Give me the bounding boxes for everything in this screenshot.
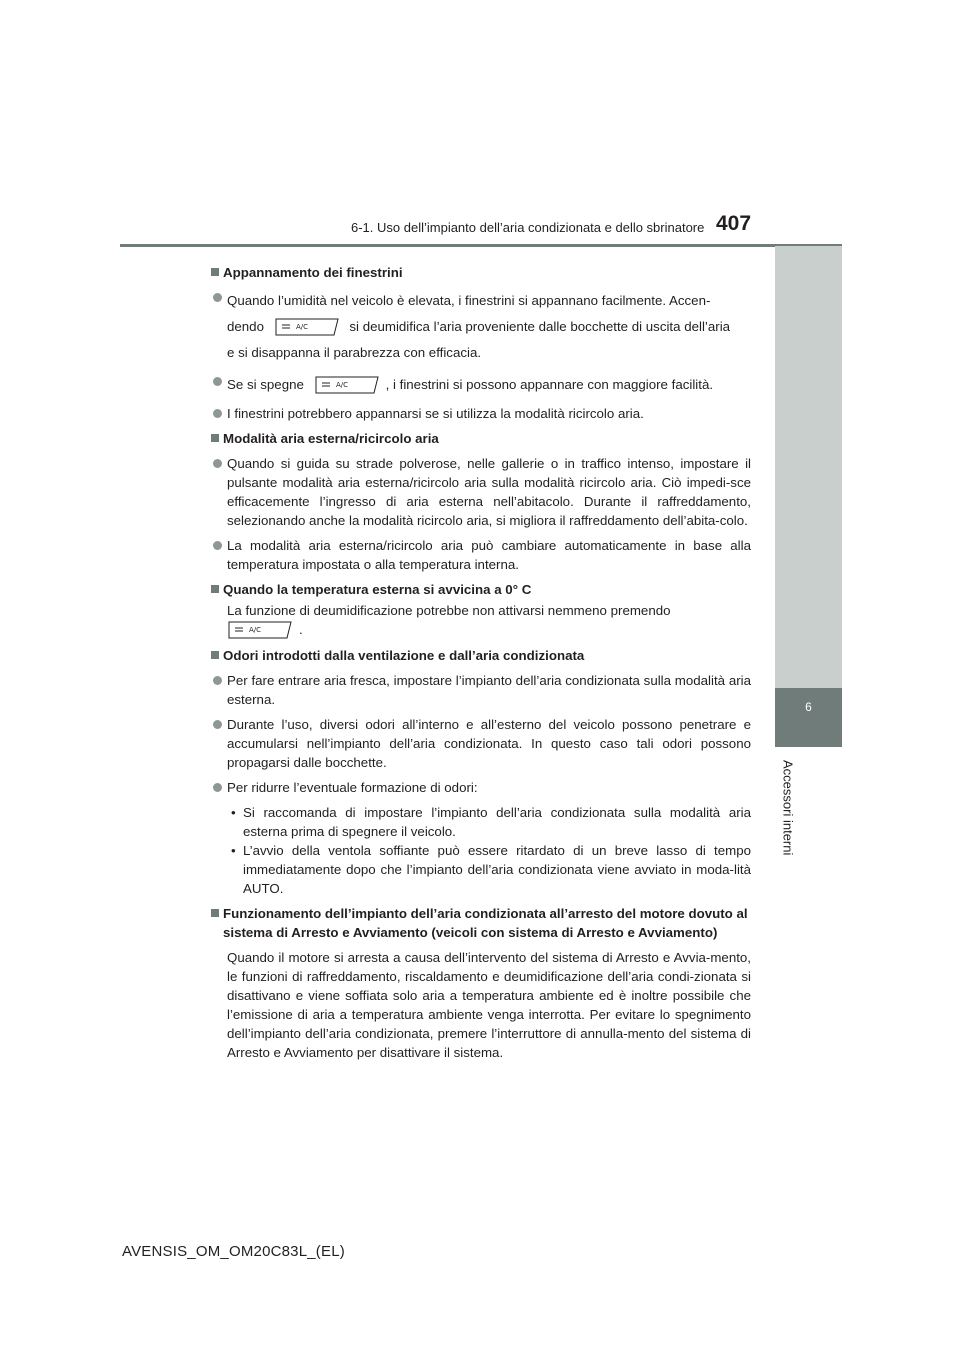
chapter-tab [775,688,842,747]
ac-button-icon [274,317,340,337]
chapter-label [768,760,808,880]
bullet-text: , i finestrini si possono appannare con maggiore facilità. [385,377,714,392]
bullet-item [211,404,751,423]
paragraph-text: La funzione di deumidificazione potrebbe non attivarsi nemmeno premendo [227,603,671,618]
section-heading: Odori introdotti dalla ventilazione e dall’aria condizionata [211,646,751,665]
header-title: 6-1. Uso dell’impianto dell’aria condizionata e dello sbrinatore [351,220,705,235]
bullet-dot [213,541,222,550]
ac-button-icon [227,620,293,640]
bullet-dot [213,783,222,792]
sub-marker: • [231,843,236,859]
bullet-text: Quando si guida su strade polverose, nelle gallerie o in traffico intenso, impostare il pulsante modalità aria esterna/ricircolo aria sulla modalità ricircolo aria. Ciò impedi-sce efficacemente l’ingresso di aria esterna nell’abitacolo. Durante il raffreddamento, selezionando anche la modalità ricircolo aria, si migliora il raffreddamento dell’abita-colo. [227,456,751,528]
paragraph-text: . [299,622,303,637]
bullet-dot [213,459,222,468]
ac-label: A/C [249,626,262,635]
bullet-text: Quando l’umidità nel veicolo è elevata, i finestrini si appannano facilmente. Accen- [227,293,711,308]
footer-doc-code: AVENSIS_OM_OM20C83L_(EL) [122,1243,345,1260]
sub-marker: • [231,805,236,821]
chapter-label-text: Accessori interni [780,760,796,856]
page-number: 407 [716,212,752,235]
bullet-item [211,778,751,797]
bullet-item [211,372,751,398]
bullet-item [211,536,751,574]
sub-item [211,803,751,841]
chapter-tab-background [775,246,842,688]
sub-text: L’avvio della ventola soffiante può essere ritardato di un breve lasso di tempo immediatamente dopo che l’impianto dell’aria condizionata viene avviato in moda-lità AUTO. [243,843,751,897]
ac-label: A/C [295,323,308,332]
bullet-dot [213,409,222,418]
chapter-number: 6 [805,700,812,714]
bullet-item [211,671,751,709]
ac-button-icon [314,375,380,395]
section-heading: Appannamento dei finestrini [211,263,751,282]
section-heading: Modalità aria esterna/ricircolo aria [211,429,751,448]
bullet-dot [213,377,222,386]
bullet-item [211,454,751,530]
header-rule [120,244,842,247]
bullet-text: Per ridurre l’eventuale formazione di odori: [227,780,478,796]
sub-text: Si raccomanda di impostare l’impianto dell’aria condizionata sulla modalità aria esterna prima di spegnere il veicolo. [243,805,751,840]
bullet-text: La modalità aria esterna/ricircolo aria può cambiare automaticamente in base alla temperatura impostata o alla temperatura interna. [227,538,751,572]
bullet-text: si deumidifica l’aria proveniente dalle bocchette di uscita dell’aria [349,319,731,334]
bullet-text: Durante l’uso, diversi odori all’interno e all’esterno del veicolo possono penetrare e accumularsi nell’impianto dell’aria condizionata. In questo caso tali odori possono propagarsi dalle bocchette. [227,717,751,771]
sub-item [211,841,751,898]
bullet-text: Se si spegne [227,377,304,392]
bullet-text: I finestrini potrebbero appannarsi se si utilizza la modalità ricircolo aria. [227,406,644,421]
bullet-text: e si disappanna il parabrezza con efficacia. [227,345,482,360]
page-content [211,257,751,1062]
ac-label: A/C [335,381,348,390]
bullet-text: Per fare entrare aria fresca, impostare l’impianto dell’aria condizionata sulla modalità aria esterna. [227,673,751,708]
bullet-dot [213,676,222,685]
bullet-dot [213,293,222,302]
section-heading: Quando la temperatura esterna si avvicina a 0° C [211,580,751,599]
bullet-item [211,715,751,772]
paragraph: Quando il motore si arresta a causa dell’intervento del sistema di Arresto e Avvia-mento, le funzioni di raffreddamento, riscaldamento e deumidificazione dell’aria condi-zionata si disattivano e viene soffiata solo aria a temperatura ambiente ed è inoltre possibile che l’emissione di aria a temperatura ambiente venga interrotta. Per evitare lo spegnimento dell’impianto dell’aria condizionata, premere l’interruttore di annulla-mento del sistema di Arresto e Avviamento per disattivare il sistema. [227,950,751,1061]
paragraph [211,601,751,640]
bullet-item [211,288,751,366]
bullet-dot [213,720,222,729]
bullet-text: dendo [227,319,264,334]
section-heading: Funzionamento dell’impianto dell’aria condizionata all’arresto del motore dovuto al sistema di Arresto e Avviamento (veicoli con sistema di Arresto e Avviamento) [211,904,751,942]
